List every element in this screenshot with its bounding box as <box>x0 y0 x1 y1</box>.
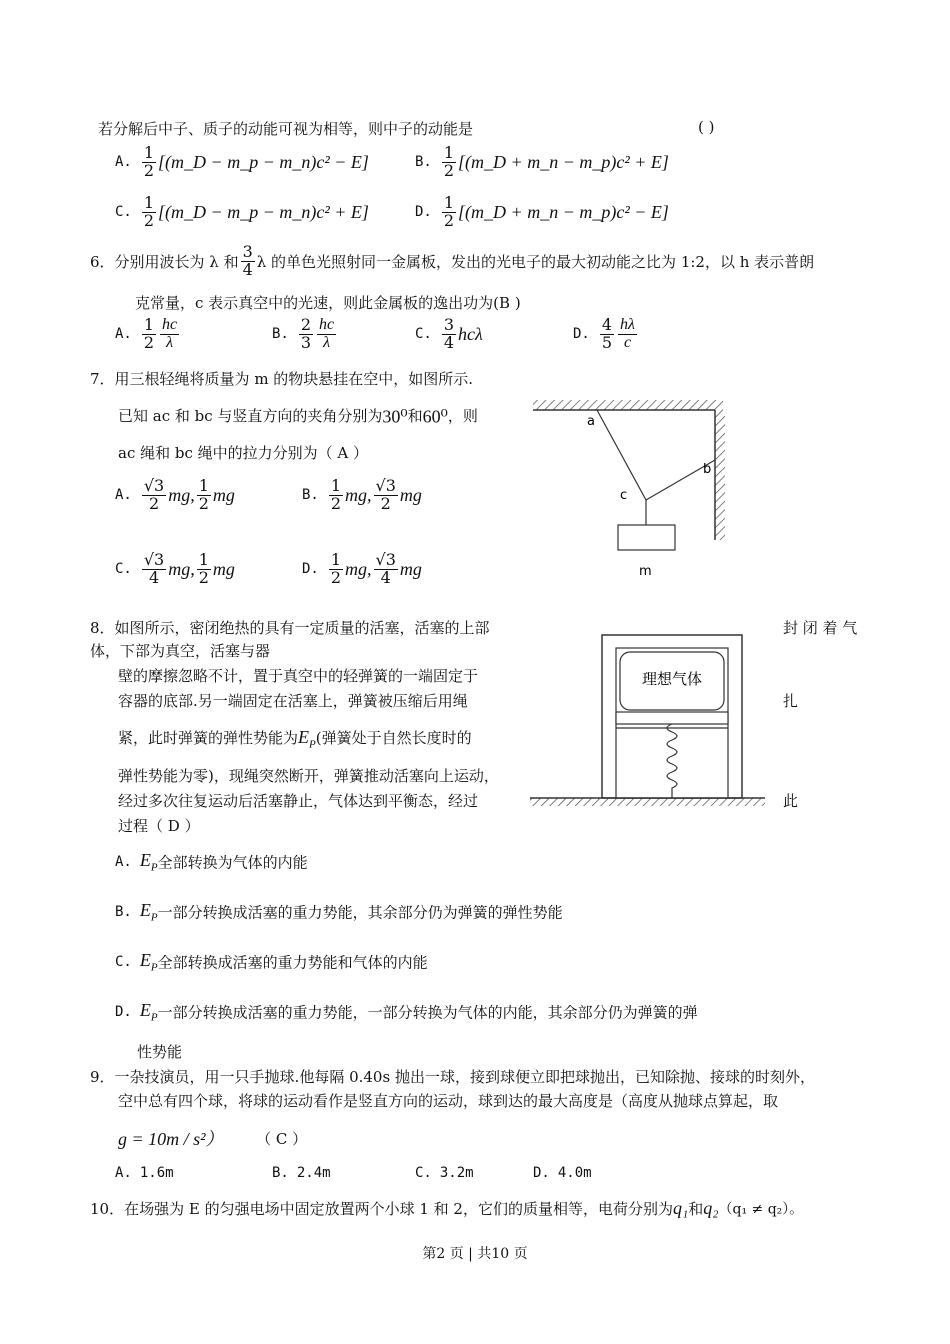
q9-option-a: A. 1.6m <box>115 1165 174 1181</box>
q9-line1: 9．一杂技演员，用一只手抛球.他每隔 0.40s 抛出一球，接到球便立即把球抛出，已知除抛、接球的时刻外， <box>90 1068 815 1086</box>
q8-line6: 弹性势能为零)，现绳突然断开，弹簧推动活塞向上运动， <box>118 767 499 785</box>
piston <box>616 712 728 724</box>
q8-line1-right: 封 闭 着 气 <box>783 619 858 637</box>
q7-stem: 7．用三根轻绳将质量为 m 的物块悬挂在空中，如图所示. <box>90 370 474 388</box>
label-b: b <box>703 462 712 477</box>
q10-line1: 10．在场强为 E 的匀强电场中固定放置两个小球 1 和 2，它们的质量相等，电荷分别为q₁和q₂（q₁ ≠ q₂）。 <box>90 1198 804 1218</box>
q7-option-d: D. $\frac{1}{2}$ mg, $\frac{√3}{4}$ mg <box>302 550 422 587</box>
q7-rope-diagram <box>525 395 735 595</box>
page-footer: 第2 页 | 共10 页 <box>422 1246 528 1262</box>
q7-question-line: ac 绳和 bc 绳中的拉力分别为（ A ） <box>118 444 369 462</box>
q6-option-c: C. $\frac{3}{4}$ hcλ <box>415 315 483 352</box>
mass-block <box>618 525 675 550</box>
q6-option-b: B. $\frac{2}{3}$ $\frac{hc}{\lambda}$ <box>272 315 335 352</box>
q8-line5: 紧，此时弹簧的弹性势能为$E_P$(弹簧处于自然长度时的 <box>118 727 472 751</box>
q8-line8: 过程（ D ） <box>118 817 200 835</box>
q6-option-a: A. $\frac{1}{2}$ $\frac{hc}{\lambda}$ <box>115 315 178 352</box>
q8-option-a: A. $E_P$全部转换为气体的内能 <box>115 850 308 874</box>
label-c: c <box>620 488 628 503</box>
q9-line2: 空中总有四个球，将球的运动看作是竖直方向的运动，球到达的最大高度是（高度从抛球点算起，取 <box>118 1092 779 1110</box>
q7-option-c: C. $\frac{√3}{4}$ mg, $\frac{1}{2}$ mg <box>115 550 235 587</box>
rope-ac <box>597 410 646 500</box>
q9-option-c: C. 3.2m <box>415 1165 474 1181</box>
q8-line1: 8．如图所示，密闭绝热的具有一定质量的活塞，活塞的上部 <box>90 619 490 637</box>
gas-label: 理想气体 <box>641 670 703 688</box>
q8-option-b: B. $E_P$一部分转换成活塞的重力势能，其余部分仍为弹簧的弹性势能 <box>115 900 563 924</box>
q8-line3: 壁的摩擦忽略不计，置于真空中的轻弹簧的一端固定于 <box>118 667 479 685</box>
q8-line4-right: 扎 <box>783 692 799 710</box>
ceiling-hatch <box>533 400 723 410</box>
label-m: m <box>639 564 652 579</box>
q5-option-b: B. $\frac{1}{2}$ [(m_D + m_n − m_p)c² + E] <box>415 143 669 180</box>
q5-option-d: D. $\frac{1}{2}$ [(m_D + m_n − m_p)c² − E] <box>415 193 669 230</box>
q8-line4: 容器的底部.另一端固定在活塞上，弹簧被压缩后用绳 <box>118 692 468 710</box>
q8-line7-right: 此 <box>783 792 799 810</box>
q8-option-c: C. $E_P$全部转换成活塞的重力势能和气体的内能 <box>115 950 428 974</box>
q9-option-b: B. 2.4m <box>272 1165 331 1181</box>
q5-option-c: C. $\frac{1}{2}$ [(m_D − m_p − m_n)c² + E] <box>115 193 369 230</box>
q8-option-d-cont: 性势能 <box>137 1043 183 1061</box>
q7-angles-line: 已知 ac 和 bc 与竖直方向的夹角分别为30⁰和60⁰，则 <box>118 406 478 427</box>
q8-piston-diagram <box>530 630 765 810</box>
q6-stem: 6．分别用波长为 λ 和 $\frac{3}{4}$ λ 的单色光照射同一金属板，发出的光电子的最大初动能之比为 1:2，以 h 表示普朗 <box>90 242 815 279</box>
q8-option-d: D. $E_P$一部分转换成活塞的重力势能，一部分转换为气体的内能，其余部分仍为弹簧的弹 <box>115 1000 698 1024</box>
q5-option-a: A. $\frac{1}{2}$ [(m_D − m_p − m_n)c² − E] <box>115 143 369 180</box>
q5-answer-bracket: ( ) <box>698 118 715 136</box>
q6-option-d: D. $\frac{4}{5}$ $\frac{h\lambda}{c}$ <box>573 315 635 352</box>
q9-option-d: D. 4.0m <box>533 1165 592 1181</box>
q8-line7: 经过多次往复运动后活塞静止，气体达到平衡态，经过 <box>118 792 479 810</box>
q6-stem-cont: 克常量，c 表示真空中的光速，则此金属板的逸出功为(B ) <box>135 294 521 312</box>
floor-hatch <box>530 798 765 806</box>
q5-stem: 若分解后中子、质子的动能可视为相等，则中子的动能是 <box>98 120 474 138</box>
q7-option-a: A. $\frac{√3}{2}$ mg, $\frac{1}{2}$ mg <box>115 476 235 513</box>
label-a: a <box>587 414 595 429</box>
q7-option-b: B. $\frac{1}{2}$ mg, $\frac{√3}{2}$ mg <box>302 476 422 513</box>
wall-hatch <box>715 410 725 540</box>
q8-line2: 体，下部为真空，活塞与器 <box>90 642 271 660</box>
q9-formula-line: g = 10m / s²） （ C ） <box>118 1129 308 1149</box>
